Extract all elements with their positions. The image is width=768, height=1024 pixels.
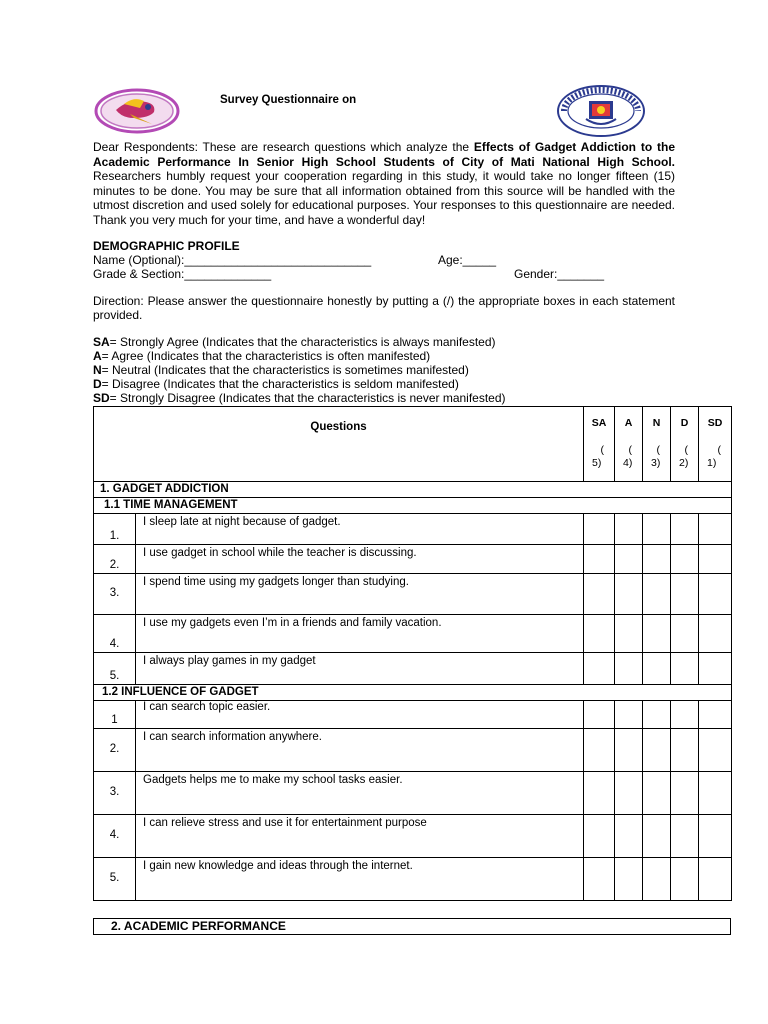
item-number: 3. [94, 772, 136, 815]
intro-text-2: Researchers humbly request your cooperation regarding in this study, it would take no longer fifteen (15) minutes to be done. You may be sure that all information obtained from this source will be handled with the utmost discretion and used solely for educational purposes. Your responses to this questionnaire are needed. Thank you very much for your time, and have a wonderful day! [93, 169, 675, 227]
answer-box-a[interactable] [615, 545, 643, 574]
answer-box-a[interactable] [615, 858, 643, 901]
item-number: 5. [94, 858, 136, 901]
intro-study-title: Effects of Gadget Addiction to the Academic Performance In Senior High School Students of City of Mati National High School. [93, 140, 675, 169]
table-row [94, 653, 732, 685]
answer-box-a[interactable] [615, 653, 643, 685]
answer-box-d[interactable] [671, 729, 699, 772]
subsection-time-management: 1.1 TIME MANAGEMENT [94, 498, 732, 514]
question-text: I gain new knowledge and ideas through the internet. [136, 858, 584, 901]
answer-box-sd[interactable] [699, 729, 732, 772]
answer-box-n[interactable] [643, 815, 671, 858]
answer-box-sa[interactable] [584, 815, 615, 858]
legend-item-a: A= Agree (Indicates that the characteristics is often manifested) [93, 349, 431, 363]
table-row [94, 772, 732, 815]
answer-box-n[interactable] [643, 701, 671, 729]
answer-box-sa[interactable] [584, 653, 615, 685]
demographic-heading: DEMOGRAPHIC PROFILE [93, 239, 240, 253]
question-text: I can search topic easier. [136, 701, 584, 729]
answer-box-sa[interactable] [584, 729, 615, 772]
legend-item-n: N= Neutral (Indicates that the characteristics is sometimes manifested) [93, 363, 469, 377]
answer-box-a[interactable] [615, 729, 643, 772]
scale-header-n: N ( 3) [643, 407, 671, 482]
intro-text-1: Dear Respondents: These are research questions which analyze the [93, 140, 474, 154]
table-row [94, 545, 732, 574]
answer-box-d[interactable] [671, 858, 699, 901]
table-row [94, 701, 732, 729]
item-number: 2. [94, 729, 136, 772]
answer-box-n[interactable] [643, 653, 671, 685]
answer-box-n[interactable] [643, 574, 671, 615]
question-text: I use gadget in school while the teacher is discussing. [136, 545, 584, 574]
answer-box-a[interactable] [615, 701, 643, 729]
subsection-influence-of-gadget: 1.2 INFLUENCE OF GADGET [94, 685, 732, 701]
answer-box-sd[interactable] [699, 858, 732, 901]
answer-box-sd[interactable] [699, 545, 732, 574]
question-text: I always play games in my gadget [136, 653, 584, 685]
question-text: I spend time using my gadgets longer than studying. [136, 574, 584, 615]
answer-box-d[interactable] [671, 815, 699, 858]
section-gadget-addiction: 1. GADGET ADDICTION [94, 482, 732, 498]
question-text: Gadgets helps me to make my school tasks easier. [136, 772, 584, 815]
question-text: I use my gadgets even I’m in a friends and family vacation. [136, 615, 584, 653]
legend-item-d: D= Disagree (Indicates that the characteristics is seldom manifested) [93, 377, 459, 391]
profile-row-1 [93, 253, 675, 268]
answer-box-a[interactable] [615, 815, 643, 858]
profile-row-2 [93, 267, 675, 282]
question-text: I sleep late at night because of gadget. [136, 514, 584, 545]
answer-box-a[interactable] [615, 574, 643, 615]
questions-header: Questions [94, 407, 584, 482]
scale-header-a: A ( 4) [615, 407, 643, 482]
answer-box-d[interactable] [671, 514, 699, 545]
item-number: 1. [94, 514, 136, 545]
answer-box-sd[interactable] [699, 514, 732, 545]
legend-item-sd: SD= Strongly Disagree (Indicates that the characteristics is never manifested) [93, 391, 506, 405]
question-text: I can search information anywhere. [136, 729, 584, 772]
answer-box-n[interactable] [643, 858, 671, 901]
answer-box-n[interactable] [643, 615, 671, 653]
grade-section-field-label[interactable]: Grade & Section:_____________ [93, 267, 272, 281]
age-field-label[interactable]: Age:_____ [438, 253, 497, 267]
table-row [94, 729, 732, 772]
scale-header-d: D ( 2) [671, 407, 699, 482]
answer-box-sa[interactable] [584, 772, 615, 815]
answer-box-d[interactable] [671, 615, 699, 653]
answer-box-n[interactable] [643, 514, 671, 545]
item-number: 3. [94, 574, 136, 615]
item-number: 2. [94, 545, 136, 574]
answer-box-sa[interactable] [584, 514, 615, 545]
answer-box-a[interactable] [615, 772, 643, 815]
answer-box-d[interactable] [671, 574, 699, 615]
table-row [94, 615, 732, 653]
answer-box-sd[interactable] [699, 701, 732, 729]
deped-seal-icon [556, 85, 646, 137]
answer-box-sd[interactable] [699, 615, 732, 653]
direction-text: Direction: Please answer the questionnaire honestly by putting a (/) the appropriate boxes in each statement provided. [93, 294, 675, 322]
answer-box-d[interactable] [671, 545, 699, 574]
answer-box-sa[interactable] [584, 701, 615, 729]
answer-box-n[interactable] [643, 545, 671, 574]
item-number: 5. [94, 653, 136, 685]
item-number: 4. [94, 815, 136, 858]
scale-header-sa: SA ( 5) [584, 407, 615, 482]
name-field-label[interactable]: Name (Optional):____________________________ [93, 253, 372, 267]
answer-box-n[interactable] [643, 729, 671, 772]
table-row [94, 574, 732, 615]
answer-box-sa[interactable] [584, 858, 615, 901]
gender-field-label[interactable]: Gender:_______ [514, 267, 605, 281]
table-row [94, 514, 732, 545]
table-row [94, 858, 732, 901]
answer-box-sd[interactable] [699, 772, 732, 815]
answer-box-d[interactable] [671, 701, 699, 729]
answer-box-n[interactable] [643, 772, 671, 815]
answer-box-d[interactable] [671, 772, 699, 815]
scale-header-sd: SD ( 1) [699, 407, 732, 482]
answer-box-sa[interactable] [584, 615, 615, 653]
item-number: 4. [94, 615, 136, 653]
answer-box-sd[interactable] [699, 815, 732, 858]
answer-box-sd[interactable] [699, 574, 732, 615]
item-number: 1 [94, 701, 136, 729]
questionnaire-table [93, 406, 732, 901]
legend-item-sa: SA= Strongly Agree (Indicates that the characteristics is always manifested) [93, 335, 496, 349]
answer-box-sd[interactable] [699, 653, 732, 685]
answer-box-d[interactable] [671, 653, 699, 685]
answer-box-sa[interactable] [584, 574, 615, 615]
section-academic-performance: 2. ACADEMIC PERFORMANCE [93, 918, 731, 935]
table-row [94, 815, 732, 858]
question-text: I can relieve stress and use it for entertainment purpose [136, 815, 584, 858]
school-logo-icon [94, 88, 180, 134]
answer-box-a[interactable] [615, 615, 643, 653]
answer-box-a[interactable] [615, 514, 643, 545]
answer-box-sa[interactable] [584, 545, 615, 574]
survey-title: Survey Questionnaire on [220, 94, 357, 106]
intro-paragraph [93, 140, 675, 227]
